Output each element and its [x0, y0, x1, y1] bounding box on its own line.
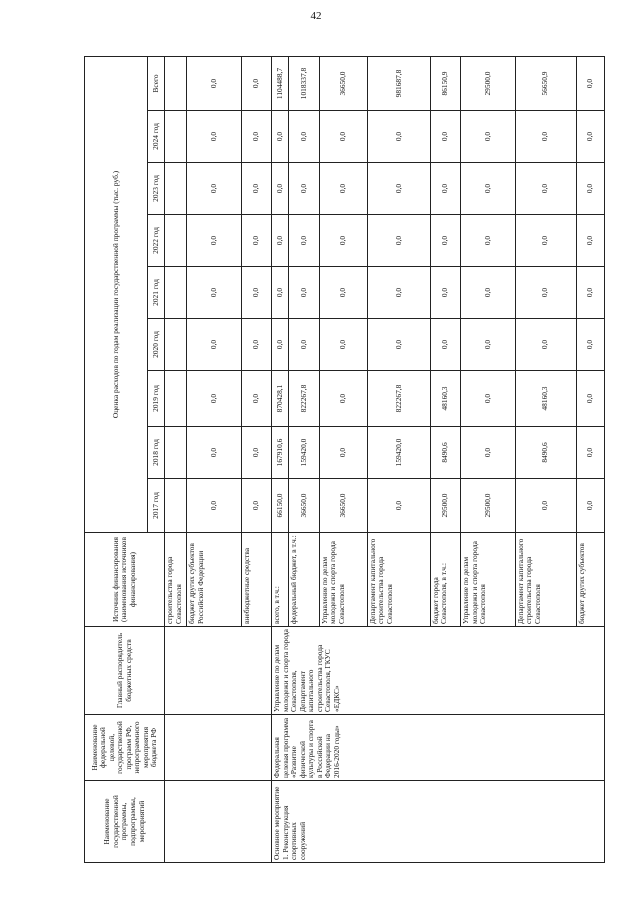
value-cell: 0,0 — [272, 163, 289, 215]
rotated-table-wrapper — [84, 57, 605, 863]
header-year: 2024 год — [148, 111, 165, 163]
table-row — [272, 57, 289, 863]
page-number: 42 — [310, 10, 322, 22]
value-cell: 0,0 — [319, 111, 367, 163]
value-cell: 0,0 — [430, 111, 460, 163]
value-cell — [165, 215, 187, 267]
total-cell: 1104488,7 — [272, 57, 289, 111]
value-cell: 0,0 — [272, 319, 289, 371]
source-cell: федеральный бюджет, в т.ч.: — [289, 533, 319, 627]
value-cell: 0,0 — [576, 163, 604, 215]
value-cell: 0,0 — [576, 319, 604, 371]
value-cell: 0,0 — [187, 267, 241, 319]
value-cell: 0,0 — [515, 111, 576, 163]
source-cell: Управление по делам молодежи и спорта города Севастополя — [461, 533, 515, 627]
value-cell: 36650,0 — [289, 479, 319, 533]
value-cell: 0,0 — [319, 427, 367, 479]
expenditure-table — [84, 56, 605, 863]
value-cell: 0,0 — [576, 371, 604, 427]
value-cell: 0,0 — [241, 111, 271, 163]
value-cell: 8490,6 — [515, 427, 576, 479]
value-cell: 0,0 — [367, 319, 430, 371]
value-cell: 0,0 — [241, 479, 271, 533]
value-cell: 0,0 — [461, 267, 515, 319]
value-cell: 0,0 — [187, 319, 241, 371]
value-cell: 0,0 — [430, 319, 460, 371]
value-cell: 0,0 — [187, 215, 241, 267]
value-cell: 29500,0 — [430, 479, 460, 533]
value-cell: 29500,0 — [461, 479, 515, 533]
header-year: 2023 год — [148, 163, 165, 215]
total-cell: 86150,9 — [430, 57, 460, 111]
source-cell: бюджет города Севастополя, в т.ч.: — [430, 533, 460, 627]
total-cell: 0,0 — [241, 57, 271, 111]
value-cell: 822267,8 — [367, 371, 430, 427]
source-cell: Департамент капитального строительства города Севастополя — [367, 533, 430, 627]
value-cell: 0,0 — [187, 163, 241, 215]
value-cell — [165, 319, 187, 371]
value-cell: 0,0 — [319, 319, 367, 371]
value-cell: 0,0 — [367, 215, 430, 267]
value-cell: 0,0 — [319, 163, 367, 215]
value-cell: 0,0 — [461, 163, 515, 215]
value-cell: 0,0 — [461, 319, 515, 371]
header-program: Наименование государственной программы, подпрограммы, мероприятий — [85, 781, 165, 863]
source-cell: бюджет других субъектов Российской Федерации — [187, 533, 241, 627]
value-cell: 0,0 — [430, 163, 460, 215]
value-cell: 159420,0 — [367, 427, 430, 479]
value-cell: 0,0 — [367, 479, 430, 533]
value-cell: 0,0 — [272, 215, 289, 267]
value-cell: 0,0 — [576, 267, 604, 319]
total-cell: 1018337,8 — [289, 57, 319, 111]
value-cell: 0,0 — [187, 427, 241, 479]
value-cell: 66150,0 — [272, 479, 289, 533]
value-cell — [165, 111, 187, 163]
value-cell: 0,0 — [289, 215, 319, 267]
event-name-cell: Основное мероприятие 1. Реконструкция спортивных сооружений — [272, 781, 605, 863]
value-cell: 0,0 — [241, 215, 271, 267]
value-cell: 36650,0 — [319, 479, 367, 533]
value-cell: 0,0 — [576, 427, 604, 479]
value-cell: 0,0 — [241, 163, 271, 215]
header-administrator: Главный распорядитель бюджетных средств — [85, 627, 165, 715]
value-cell: 0,0 — [367, 111, 430, 163]
value-cell: 0,0 — [319, 267, 367, 319]
total-cell: 981687,8 — [367, 57, 430, 111]
header-year: 2021 год — [148, 267, 165, 319]
total-cell: 36650,0 — [319, 57, 367, 111]
value-cell: 8490,6 — [430, 427, 460, 479]
value-cell: 0,0 — [187, 111, 241, 163]
source-cell: Управление по делам молодежи и спорта города Севастополя — [319, 533, 367, 627]
header-total: Всего — [148, 57, 165, 111]
value-cell: 870428,1 — [272, 371, 289, 427]
header-year: 2022 год — [148, 215, 165, 267]
value-cell: 0,0 — [515, 267, 576, 319]
federal-program-cell: Федеральная целевая программа «Развитие физической культуры и спорта в Российской Федерации на 2016-2020 годы» — [272, 715, 605, 781]
value-cell: 0,0 — [515, 479, 576, 533]
value-cell: 822267,8 — [289, 371, 319, 427]
value-cell: 0,0 — [289, 319, 319, 371]
value-cell: 0,0 — [515, 215, 576, 267]
value-cell: 0,0 — [461, 371, 515, 427]
value-cell: 0,0 — [289, 267, 319, 319]
program-cell-empty — [165, 781, 272, 863]
value-cell: 0,0 — [289, 163, 319, 215]
value-cell: 159420,0 — [289, 427, 319, 479]
value-cell: 167910,6 — [272, 427, 289, 479]
value-cell: 0,0 — [367, 163, 430, 215]
header-year: 2018 год — [148, 427, 165, 479]
value-cell: 0,0 — [289, 111, 319, 163]
value-cell: 0,0 — [319, 215, 367, 267]
value-cell: 0,0 — [241, 267, 271, 319]
total-cell: 56650,9 — [515, 57, 576, 111]
total-cell — [165, 57, 187, 111]
value-cell — [165, 427, 187, 479]
value-cell: 0,0 — [576, 479, 604, 533]
source-cell: всего, в т.ч.: — [272, 533, 289, 627]
value-cell — [165, 371, 187, 427]
header-expenditure-group: Оценка расходов по годам реализации государственной программы (тыс. руб.) — [85, 57, 148, 533]
value-cell: 0,0 — [241, 427, 271, 479]
value-cell: 0,0 — [515, 319, 576, 371]
source-cell: бюджет других субъектов — [576, 533, 604, 627]
header-federal-program: Наименование федеральной целевой, государственной программ РФ, непрограммного мероприятия бюджета РФ — [85, 715, 165, 781]
value-cell — [165, 479, 187, 533]
source-cell: внебюджетные средства — [241, 533, 271, 627]
value-cell: 0,0 — [241, 319, 271, 371]
header-year: 2020 год — [148, 319, 165, 371]
total-cell: 29500,0 — [461, 57, 515, 111]
value-cell: 0,0 — [576, 215, 604, 267]
value-cell: 0,0 — [367, 267, 430, 319]
value-cell: 0,0 — [272, 111, 289, 163]
administrator-cell: Управление по делам молодежи и спорта города Севастополя, Департамент капитального строительства города Севастополя, ГКУС «ЕДКС» — [272, 627, 605, 715]
value-cell: 0,0 — [187, 371, 241, 427]
source-cell: Департамент капитального строительства города Севастополя — [515, 533, 576, 627]
value-cell: 0,0 — [272, 267, 289, 319]
value-cell — [165, 163, 187, 215]
federal-cell-empty — [165, 715, 272, 781]
value-cell: 0,0 — [319, 371, 367, 427]
value-cell: 0,0 — [461, 215, 515, 267]
value-cell: 48160,3 — [515, 371, 576, 427]
header-year: 2019 год — [148, 371, 165, 427]
table-row — [165, 57, 187, 863]
value-cell: 0,0 — [461, 111, 515, 163]
value-cell: 0,0 — [430, 215, 460, 267]
total-cell: 0,0 — [187, 57, 241, 111]
value-cell: 0,0 — [515, 163, 576, 215]
value-cell: 0,0 — [576, 111, 604, 163]
source-cell: строительства города Севастополя — [165, 533, 187, 627]
header-year: 2017 год — [148, 479, 165, 533]
value-cell: 0,0 — [187, 479, 241, 533]
value-cell — [165, 267, 187, 319]
value-cell: 0,0 — [430, 267, 460, 319]
value-cell: 0,0 — [241, 371, 271, 427]
header-source: Источник финансирования (наименования источников финансирования) — [85, 533, 165, 627]
value-cell: 48160,3 — [430, 371, 460, 427]
total-cell: 0,0 — [576, 57, 604, 111]
administrator-cell-empty — [165, 627, 272, 715]
value-cell: 0,0 — [461, 427, 515, 479]
